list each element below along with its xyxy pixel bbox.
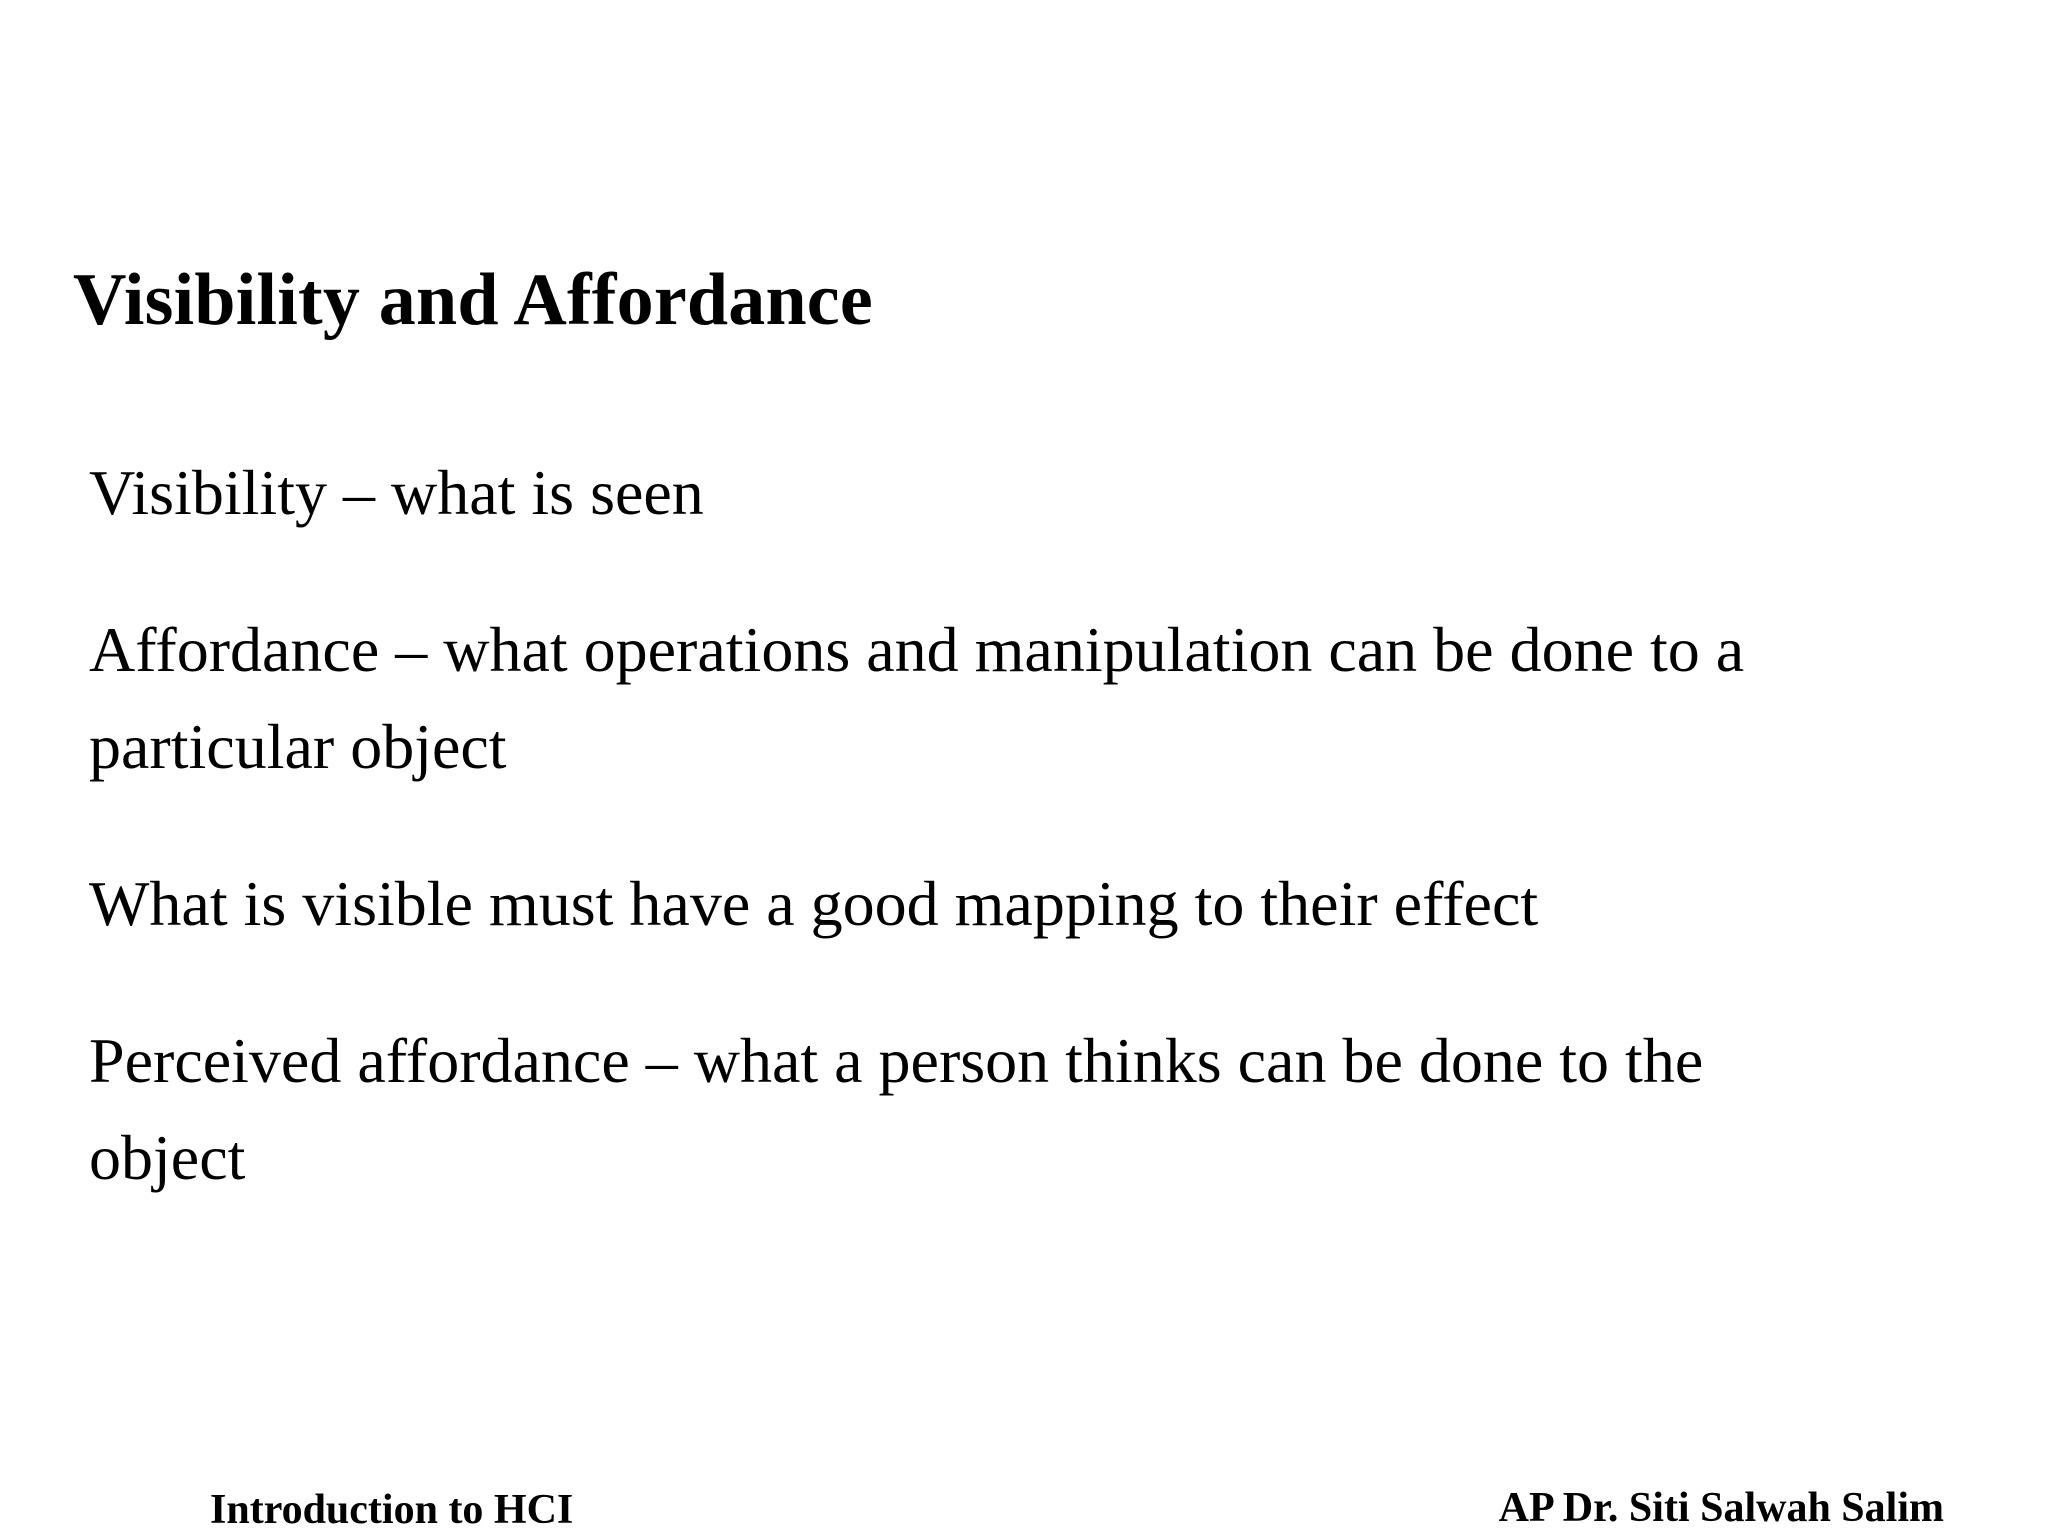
body-point-line: particular object: [89, 711, 507, 782]
body-point-affordance: [89, 601, 1949, 795]
body-point-perceived-affordance: [89, 1012, 1949, 1206]
footer-author-name: AP Dr. Siti Salwah Salim: [1498, 1485, 1944, 1531]
body-point-line: Visibility – what is seen: [89, 457, 704, 528]
slide-body-list: [89, 444, 1949, 1266]
body-point-line: What is visible must have a good mapping to their effect: [89, 868, 1539, 939]
slide-title: Visibility and Affordance: [73, 259, 873, 341]
body-point-line: object: [89, 1122, 246, 1193]
body-point-visibility: [89, 444, 1949, 541]
body-point-mapping: [89, 855, 1949, 952]
body-point-line: Perceived affordance – what a person thinks can be done to the: [89, 1025, 1704, 1096]
footer-course-title: Introduction to HCI: [210, 1487, 574, 1533]
body-point-line: Affordance – what operations and manipulation can be done to a: [89, 614, 1745, 685]
